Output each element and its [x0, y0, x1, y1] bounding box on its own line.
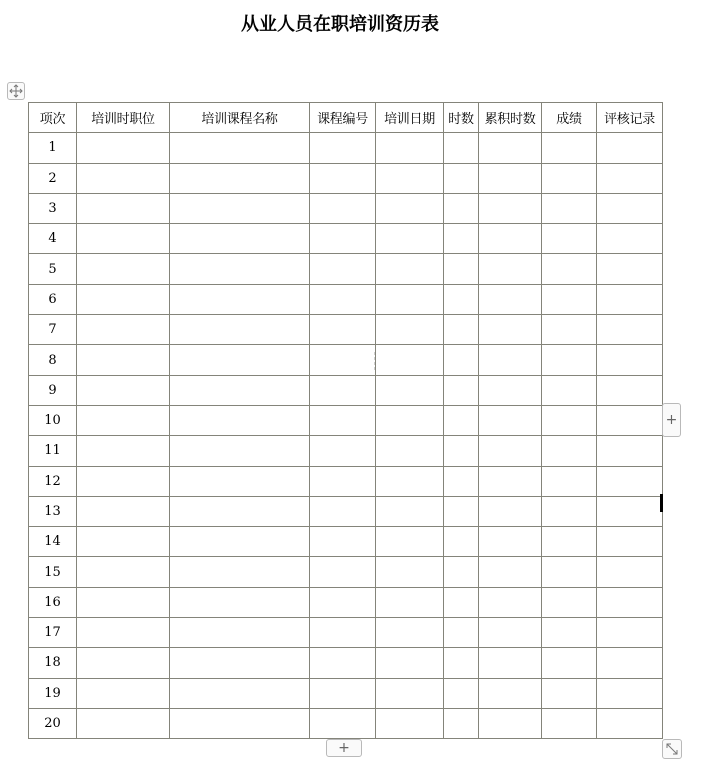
table-cell[interactable] [597, 284, 663, 314]
table-row [29, 224, 663, 254]
table-cell[interactable] [444, 618, 479, 648]
table-cell[interactable] [597, 708, 663, 738]
table-cell[interactable] [542, 284, 597, 314]
header-row [29, 103, 663, 133]
table-cell[interactable] [597, 163, 663, 193]
header-score[interactable]: 成绩 [542, 103, 597, 133]
header-evaluation-record[interactable]: 评核记录 [597, 103, 663, 133]
table-cell[interactable] [310, 163, 376, 193]
table-cell[interactable] [597, 466, 663, 496]
table-cell[interactable] [310, 375, 376, 405]
table-cell[interactable] [77, 254, 170, 284]
table-row [29, 284, 663, 314]
table-row [29, 193, 663, 223]
table-cell[interactable] [170, 436, 310, 466]
table-cell[interactable] [479, 133, 542, 163]
table-cell[interactable] [479, 284, 542, 314]
table-cell[interactable] [479, 315, 542, 345]
table-cell[interactable] [170, 193, 310, 223]
table-cell[interactable] [444, 224, 479, 254]
table-cell[interactable] [542, 527, 597, 557]
table-cell[interactable] [170, 224, 310, 254]
table-cell[interactable] [376, 618, 444, 648]
table-cell[interactable] [444, 284, 479, 314]
table-cell[interactable] [170, 496, 310, 526]
table-cell[interactable] [376, 557, 444, 587]
table-cell[interactable] [376, 315, 444, 345]
table-cell[interactable] [444, 527, 479, 557]
table-cell[interactable] [77, 436, 170, 466]
table-cell[interactable] [542, 557, 597, 587]
table-row [29, 618, 663, 648]
table-row [29, 466, 663, 496]
table-cell[interactable] [479, 375, 542, 405]
table-cell[interactable] [479, 193, 542, 223]
table-cell[interactable] [542, 436, 597, 466]
table-cell[interactable] [444, 254, 479, 284]
table-cell[interactable] [479, 436, 542, 466]
table-cell[interactable] [77, 648, 170, 678]
table-row [29, 163, 663, 193]
table-cell[interactable] [542, 133, 597, 163]
row-number-cell[interactable]: 13 [29, 496, 77, 526]
table-resize-handle[interactable] [662, 739, 682, 759]
table-row [29, 496, 663, 526]
table-cell[interactable] [310, 284, 376, 314]
table-cell[interactable] [376, 436, 444, 466]
table-cell[interactable] [170, 648, 310, 678]
table-cell[interactable] [310, 557, 376, 587]
table-cell[interactable] [310, 618, 376, 648]
row-number-cell[interactable]: 16 [29, 587, 77, 617]
table-cell[interactable] [376, 375, 444, 405]
table-cell[interactable] [77, 466, 170, 496]
table-cell[interactable] [542, 254, 597, 284]
table-cell[interactable] [597, 527, 663, 557]
table-cell[interactable] [542, 224, 597, 254]
table-cell[interactable] [170, 678, 310, 708]
table-row [29, 345, 663, 375]
table-row [29, 557, 663, 587]
table-cell[interactable] [542, 193, 597, 223]
table-cell[interactable] [479, 708, 542, 738]
table-cell[interactable] [479, 618, 542, 648]
document-title: 从业人员在职培训资历表 [241, 14, 439, 35]
header-hours[interactable]: 时数 [444, 103, 479, 133]
table-cell[interactable] [310, 587, 376, 617]
row-number-cell[interactable]: 17 [29, 618, 77, 648]
header-course-name[interactable]: 培训课程名称 [170, 103, 310, 133]
table-cell[interactable] [542, 466, 597, 496]
table-cell[interactable] [479, 648, 542, 678]
table-cell[interactable] [376, 224, 444, 254]
header-training-date[interactable]: 培训日期 [376, 103, 444, 133]
table-cell[interactable] [310, 708, 376, 738]
table-cell[interactable] [77, 315, 170, 345]
table-cell[interactable] [170, 527, 310, 557]
table-cell[interactable] [77, 193, 170, 223]
table-cell[interactable] [444, 133, 479, 163]
table-cell[interactable] [597, 345, 663, 375]
table-cell[interactable] [444, 466, 479, 496]
text-cursor [660, 494, 663, 512]
table-cell[interactable] [479, 163, 542, 193]
table-cell[interactable] [77, 496, 170, 526]
row-number-cell[interactable]: 9 [29, 375, 77, 405]
table-cell[interactable] [542, 496, 597, 526]
table-cell[interactable] [77, 163, 170, 193]
row-number-cell[interactable]: 6 [29, 284, 77, 314]
table-cell[interactable] [376, 708, 444, 738]
table-row [29, 678, 663, 708]
table-row [29, 375, 663, 405]
table-cell[interactable] [376, 163, 444, 193]
training-record-table [28, 102, 663, 739]
table-cell[interactable] [77, 405, 170, 435]
table-cell[interactable] [542, 405, 597, 435]
table-cell[interactable] [597, 254, 663, 284]
table-cell[interactable] [542, 587, 597, 617]
table-cell[interactable] [597, 678, 663, 708]
table-cell[interactable] [479, 254, 542, 284]
table-cell[interactable] [444, 375, 479, 405]
header-item-no[interactable]: 项次 [29, 103, 77, 133]
table-cell[interactable] [597, 133, 663, 163]
row-number-cell[interactable]: 12 [29, 466, 77, 496]
table-cell[interactable] [376, 284, 444, 314]
row-number-cell[interactable]: 7 [29, 315, 77, 345]
table-cell[interactable] [376, 527, 444, 557]
table-cell[interactable] [77, 284, 170, 314]
row-number-cell[interactable]: 11 [29, 436, 77, 466]
table-cell[interactable] [597, 557, 663, 587]
table-cell[interactable] [170, 133, 310, 163]
table-cell[interactable] [542, 678, 597, 708]
table-cell[interactable] [310, 345, 376, 375]
table-cell[interactable] [77, 133, 170, 163]
table-cell[interactable] [479, 466, 542, 496]
row-number-cell[interactable]: 10 [29, 405, 77, 435]
table-cell[interactable] [542, 618, 597, 648]
table-cell[interactable] [376, 193, 444, 223]
table-cell[interactable] [310, 193, 376, 223]
row-number-cell[interactable]: 14 [29, 527, 77, 557]
table-cell[interactable] [597, 224, 663, 254]
row-number-cell[interactable]: 8 [29, 345, 77, 375]
table-cell[interactable] [597, 375, 663, 405]
table-cell[interactable] [597, 193, 663, 223]
table-cell[interactable] [310, 436, 376, 466]
table-cell[interactable] [170, 315, 310, 345]
table-row [29, 527, 663, 557]
table-cell[interactable] [597, 587, 663, 617]
table-cell[interactable] [170, 618, 310, 648]
table-cell[interactable] [479, 345, 542, 375]
table-cell[interactable] [310, 405, 376, 435]
table-cell[interactable] [444, 587, 479, 617]
table-cell[interactable] [444, 436, 479, 466]
row-number-cell[interactable]: 3 [29, 193, 77, 223]
resize-icon [663, 740, 681, 758]
table-cell[interactable] [444, 708, 479, 738]
table-cell[interactable] [376, 678, 444, 708]
table-cell[interactable] [542, 315, 597, 345]
table-cell[interactable] [170, 254, 310, 284]
table-cell[interactable] [597, 618, 663, 648]
table-cell[interactable] [310, 224, 376, 254]
table-cell[interactable] [77, 618, 170, 648]
table-cell[interactable] [77, 708, 170, 738]
table-cell[interactable] [542, 163, 597, 193]
table-cell[interactable] [597, 436, 663, 466]
row-number-cell[interactable]: 15 [29, 557, 77, 587]
table-cell[interactable] [444, 557, 479, 587]
table-cell[interactable] [310, 466, 376, 496]
table-cell[interactable] [170, 466, 310, 496]
table-cell[interactable] [376, 133, 444, 163]
header-course-code[interactable]: 课程编号 [310, 103, 376, 133]
table-cell[interactable] [376, 254, 444, 284]
table-cell[interactable] [310, 254, 376, 284]
table-cell[interactable] [376, 466, 444, 496]
row-number-cell[interactable]: 2 [29, 163, 77, 193]
table-cell[interactable] [444, 315, 479, 345]
header-cumulative-hours[interactable]: 累积时数 [479, 103, 542, 133]
row-number-cell[interactable]: 5 [29, 254, 77, 284]
table-cell[interactable] [444, 163, 479, 193]
add-row-button[interactable]: + [326, 739, 362, 757]
table-cell[interactable] [597, 405, 663, 435]
table-cell[interactable] [479, 557, 542, 587]
table-row [29, 708, 663, 738]
table-cell[interactable] [310, 133, 376, 163]
table-cell[interactable] [542, 708, 597, 738]
table-cell[interactable] [597, 315, 663, 345]
table-cell[interactable] [444, 193, 479, 223]
table-cell[interactable] [479, 587, 542, 617]
row-number-cell[interactable]: 4 [29, 224, 77, 254]
table-cell[interactable] [310, 527, 376, 557]
table-cell[interactable] [310, 648, 376, 678]
table-cell[interactable] [170, 284, 310, 314]
table-cell[interactable] [77, 557, 170, 587]
table-cell[interactable] [170, 163, 310, 193]
table-cell[interactable] [77, 375, 170, 405]
table-cell[interactable] [170, 587, 310, 617]
table-row [29, 648, 663, 678]
table-cell[interactable] [376, 345, 444, 375]
table-cell[interactable] [77, 587, 170, 617]
table-cell[interactable] [597, 496, 663, 526]
table-cell[interactable] [310, 496, 376, 526]
table-cell[interactable] [77, 345, 170, 375]
table-cell[interactable] [479, 224, 542, 254]
table-cell[interactable] [77, 678, 170, 708]
move-icon [8, 83, 24, 99]
table-cell[interactable] [77, 527, 170, 557]
table-cell[interactable] [376, 405, 444, 435]
table-cell[interactable] [376, 496, 444, 526]
table-cell[interactable] [170, 375, 310, 405]
table-cell[interactable] [170, 708, 310, 738]
table-row [29, 405, 663, 435]
table-row [29, 254, 663, 284]
table-cell[interactable] [444, 648, 479, 678]
table-cell[interactable] [542, 345, 597, 375]
table-cell[interactable] [444, 678, 479, 708]
table-row [29, 436, 663, 466]
table-cell[interactable] [479, 405, 542, 435]
table-cell[interactable] [170, 405, 310, 435]
header-position[interactable]: 培训时职位 [77, 103, 170, 133]
add-column-button[interactable]: + [662, 403, 681, 437]
table-row [29, 315, 663, 345]
table-cell[interactable] [170, 345, 310, 375]
table-cell[interactable] [479, 496, 542, 526]
table-cell[interactable] [170, 557, 310, 587]
row-number-cell[interactable]: 20 [29, 708, 77, 738]
table-cell[interactable] [542, 648, 597, 678]
row-number-cell[interactable]: 18 [29, 648, 77, 678]
table-cell[interactable] [444, 405, 479, 435]
table-cell[interactable] [479, 527, 542, 557]
table-cell[interactable] [77, 224, 170, 254]
table-cell[interactable] [444, 345, 479, 375]
table-row [29, 587, 663, 617]
table-row [29, 133, 663, 163]
table-cell[interactable] [597, 648, 663, 678]
table-cell[interactable] [310, 678, 376, 708]
row-number-cell[interactable]: 19 [29, 678, 77, 708]
table-cell[interactable] [376, 587, 444, 617]
table-move-handle[interactable] [7, 82, 25, 100]
table-cell[interactable] [542, 375, 597, 405]
table-cell[interactable] [310, 315, 376, 345]
table-cell[interactable] [376, 648, 444, 678]
text-cursor-guide [374, 352, 377, 370]
table-cell[interactable] [444, 496, 479, 526]
table-cell[interactable] [479, 678, 542, 708]
row-number-cell[interactable]: 1 [29, 133, 77, 163]
